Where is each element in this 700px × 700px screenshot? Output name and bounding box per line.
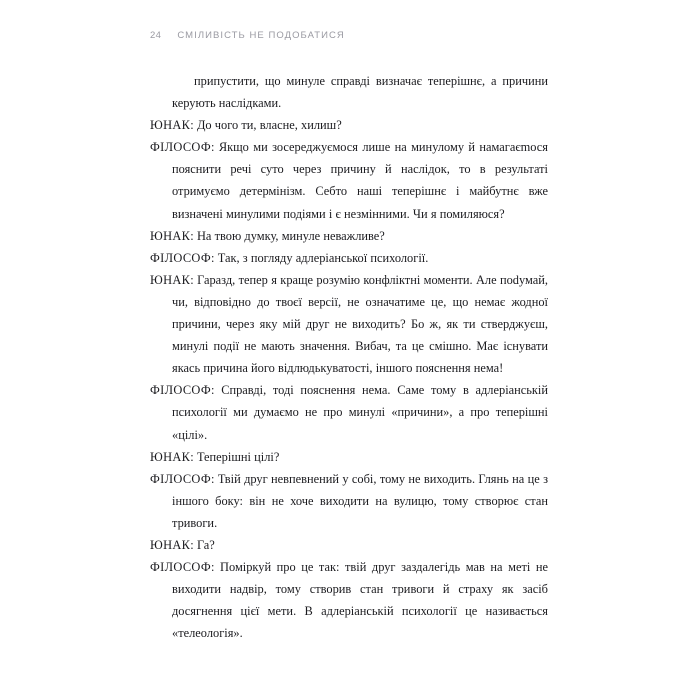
speaker-label: ЮНАК :	[150, 538, 194, 552]
paragraph-text: Якщо ми зосереджуємося лише на минулому й намагаєmося пояснити речі суто через причину й наслідок, то в результаті отримуємо детермінізм. Себто наші теперішнє і майбутнє вже визначені минулими подіями і є незмінними. Чи я помиляюся?	[172, 140, 549, 221]
paragraph-text: Га?	[196, 537, 215, 552]
dialogue-paragraph	[150, 468, 548, 534]
dialogue-paragraph	[150, 269, 548, 379]
paragraph-text: На твою думку, минуле неважливе?	[196, 228, 385, 243]
dialogue-paragraph	[150, 379, 548, 445]
speaker-label: ЮНАК :	[150, 118, 194, 132]
dialogue-paragraph	[150, 247, 548, 269]
dialogue-paragraph	[150, 136, 548, 224]
dialogue-paragraph	[150, 114, 548, 136]
running-header	[150, 30, 550, 46]
speaker-label: ЮНАК :	[150, 229, 194, 243]
speaker-label: ФІЛОСОФ :	[150, 251, 214, 265]
speaker-label: ФІЛОСОФ :	[150, 140, 214, 154]
dialogue-paragraph	[150, 534, 548, 556]
paragraph-text: Гаразд, тепер я краще розумію конфліктні моменти. Але поdумай, чи, відповідно до твоєї версії, не означатиме це, що немає жодної причини, через яку мій друг не виходить? Бо ж, як ти стверджуєш, минулі події не мають значення. Вибач, та це смішно. Має існувати якась причина його відлюдькуватості, іншого пояснення нема!	[172, 272, 548, 376]
paragraph-text: припустити, що минуле справді визначає теперішнє, а причини керують наслідками.	[172, 74, 548, 111]
speaker-label: ЮНАК :	[150, 450, 194, 464]
paragraph-text: Справді, тоді пояснення нема. Саме тому в адлеріанській психології ми думаємо не про минулі «причини», а про теперішні «цілі».	[172, 383, 549, 442]
page-number: 24	[150, 30, 162, 41]
speaker-label: ЮНАК :	[150, 273, 194, 287]
paragraph-text: Так, з погляду адлеріанської психології.	[217, 250, 429, 265]
continuation-paragraph	[150, 70, 548, 114]
speaker-label: ФІЛОСОФ :	[150, 560, 214, 574]
speaker-label: ФІЛОСОФ :	[150, 472, 214, 486]
paragraph-text: Поміркуй про це так: твій друг заздалегідь мав на меті не виходити надвір, тому створив стан тривоги й страху як засіб досягнення цієї мети. В адлеріанській психології це називається «телеологія».	[172, 560, 548, 641]
dialogue-paragraph	[150, 556, 548, 644]
dialogue-paragraph	[150, 225, 548, 247]
running-header-title: СМІЛИВІСТЬ НЕ ПОДОБАТИСЯ	[177, 30, 345, 41]
paragraph-text: До чого ти, власне, хилиш?	[196, 118, 342, 133]
speaker-label: ФІЛОСОФ :	[150, 383, 214, 397]
paragraph-text: Твій друг невпевнений у собі, тому не виходить. Глянь на це з іншого боку: він не хоче виходити на вулицю, тому створює стан тривоги.	[172, 471, 548, 530]
paragraph-text: Теперішні цілі?	[196, 449, 280, 464]
body-text-block	[150, 70, 548, 644]
dialogue-paragraph	[150, 446, 548, 468]
